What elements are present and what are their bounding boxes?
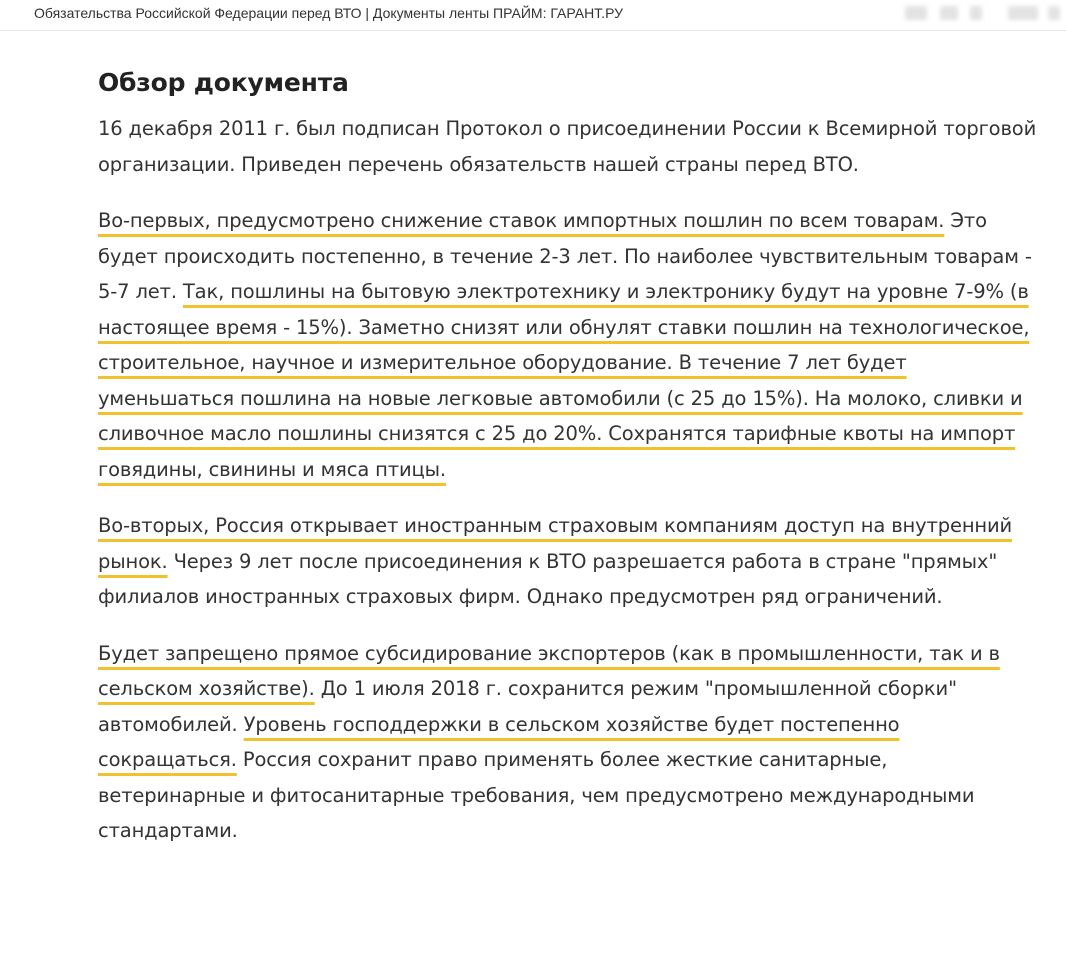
highlighted-text: Во-вторых, Россия открывает иностранным страховым компаниям доступ на внутренний рынок. bbox=[98, 514, 1013, 573]
blurred-toolbar-icon bbox=[940, 6, 958, 20]
document-review bbox=[98, 62, 1038, 870]
paragraph-import-duties bbox=[98, 203, 1038, 487]
text-segment: До 1 июля 2018 г. сохранится режим "промышленной сборки" автомобилей. bbox=[98, 677, 957, 736]
window-title: Обязательства Российской Федерации перед ВТО | Документы ленты ПРАЙМ: ГАРАНТ.РУ bbox=[34, 5, 623, 21]
text-segment: 16 декабря 2011 г. был подписан Протокол о присоединении России к Всемирной торговой организации. Приведен перечень обязательств нашей страны перед ВТО. bbox=[98, 117, 1037, 176]
highlighted-text: Уровень господдержки в сельском хозяйстве будет постепенно сокращаться. bbox=[98, 712, 900, 771]
text-segment: Это будет происходить постепенно, в течение 2-3 лет. По наиболее чувствительным товарам - 5-7 лет. bbox=[98, 209, 1032, 303]
paragraph-insurance bbox=[98, 508, 1038, 615]
highlighted-text: Будет запрещено прямое субсидирование экспортеров (как в промышленности, так и в сельском хозяйстве). bbox=[98, 641, 1000, 700]
blurred-toolbar-icon bbox=[1048, 6, 1060, 20]
blurred-toolbar-icon bbox=[970, 6, 982, 20]
document-heading: Обзор документа bbox=[98, 68, 349, 97]
blurred-toolbar-icon bbox=[905, 6, 927, 20]
text-segment: Россия сохранит право применять более жесткие санитарные, ветеринарные и фитосанитарные требования, чем предусмотрено международными стандартами. bbox=[98, 748, 975, 842]
text-segment: Через 9 лет после присоединения к ВТО разрешается работа в стране "прямых" филиалов иностранных страховых фирм. Однако предусмотрен ряд ограничений. bbox=[98, 549, 998, 608]
paragraph-intro bbox=[98, 111, 1038, 182]
highlighted-text: Так, пошлины на бытовую электротехнику и электронику будут на уровне 7-9% (в настоящее время - 15%). Заметно снизят или обнулят ставки пошлин на технологическое, строительное, научное и измерительное оборудование. В течение 7 лет будет уменьшаться пошлина на новые легковые автомобили (с 25 до 15%). На молоко, сливки и сливочное масло пошлины снизятся с 25 до 20%. Сохранятся тарифные квоты на импорт говядины, свинины и мяса птицы. bbox=[98, 280, 1030, 481]
browser-tab-bar bbox=[0, 0, 1066, 31]
highlighted-text: Во-первых, предусмотрено снижение ставок импортных пошлин по всем товарам. bbox=[98, 209, 945, 232]
blurred-toolbar-icon bbox=[1008, 6, 1038, 20]
paragraph-subsidies bbox=[98, 636, 1038, 849]
